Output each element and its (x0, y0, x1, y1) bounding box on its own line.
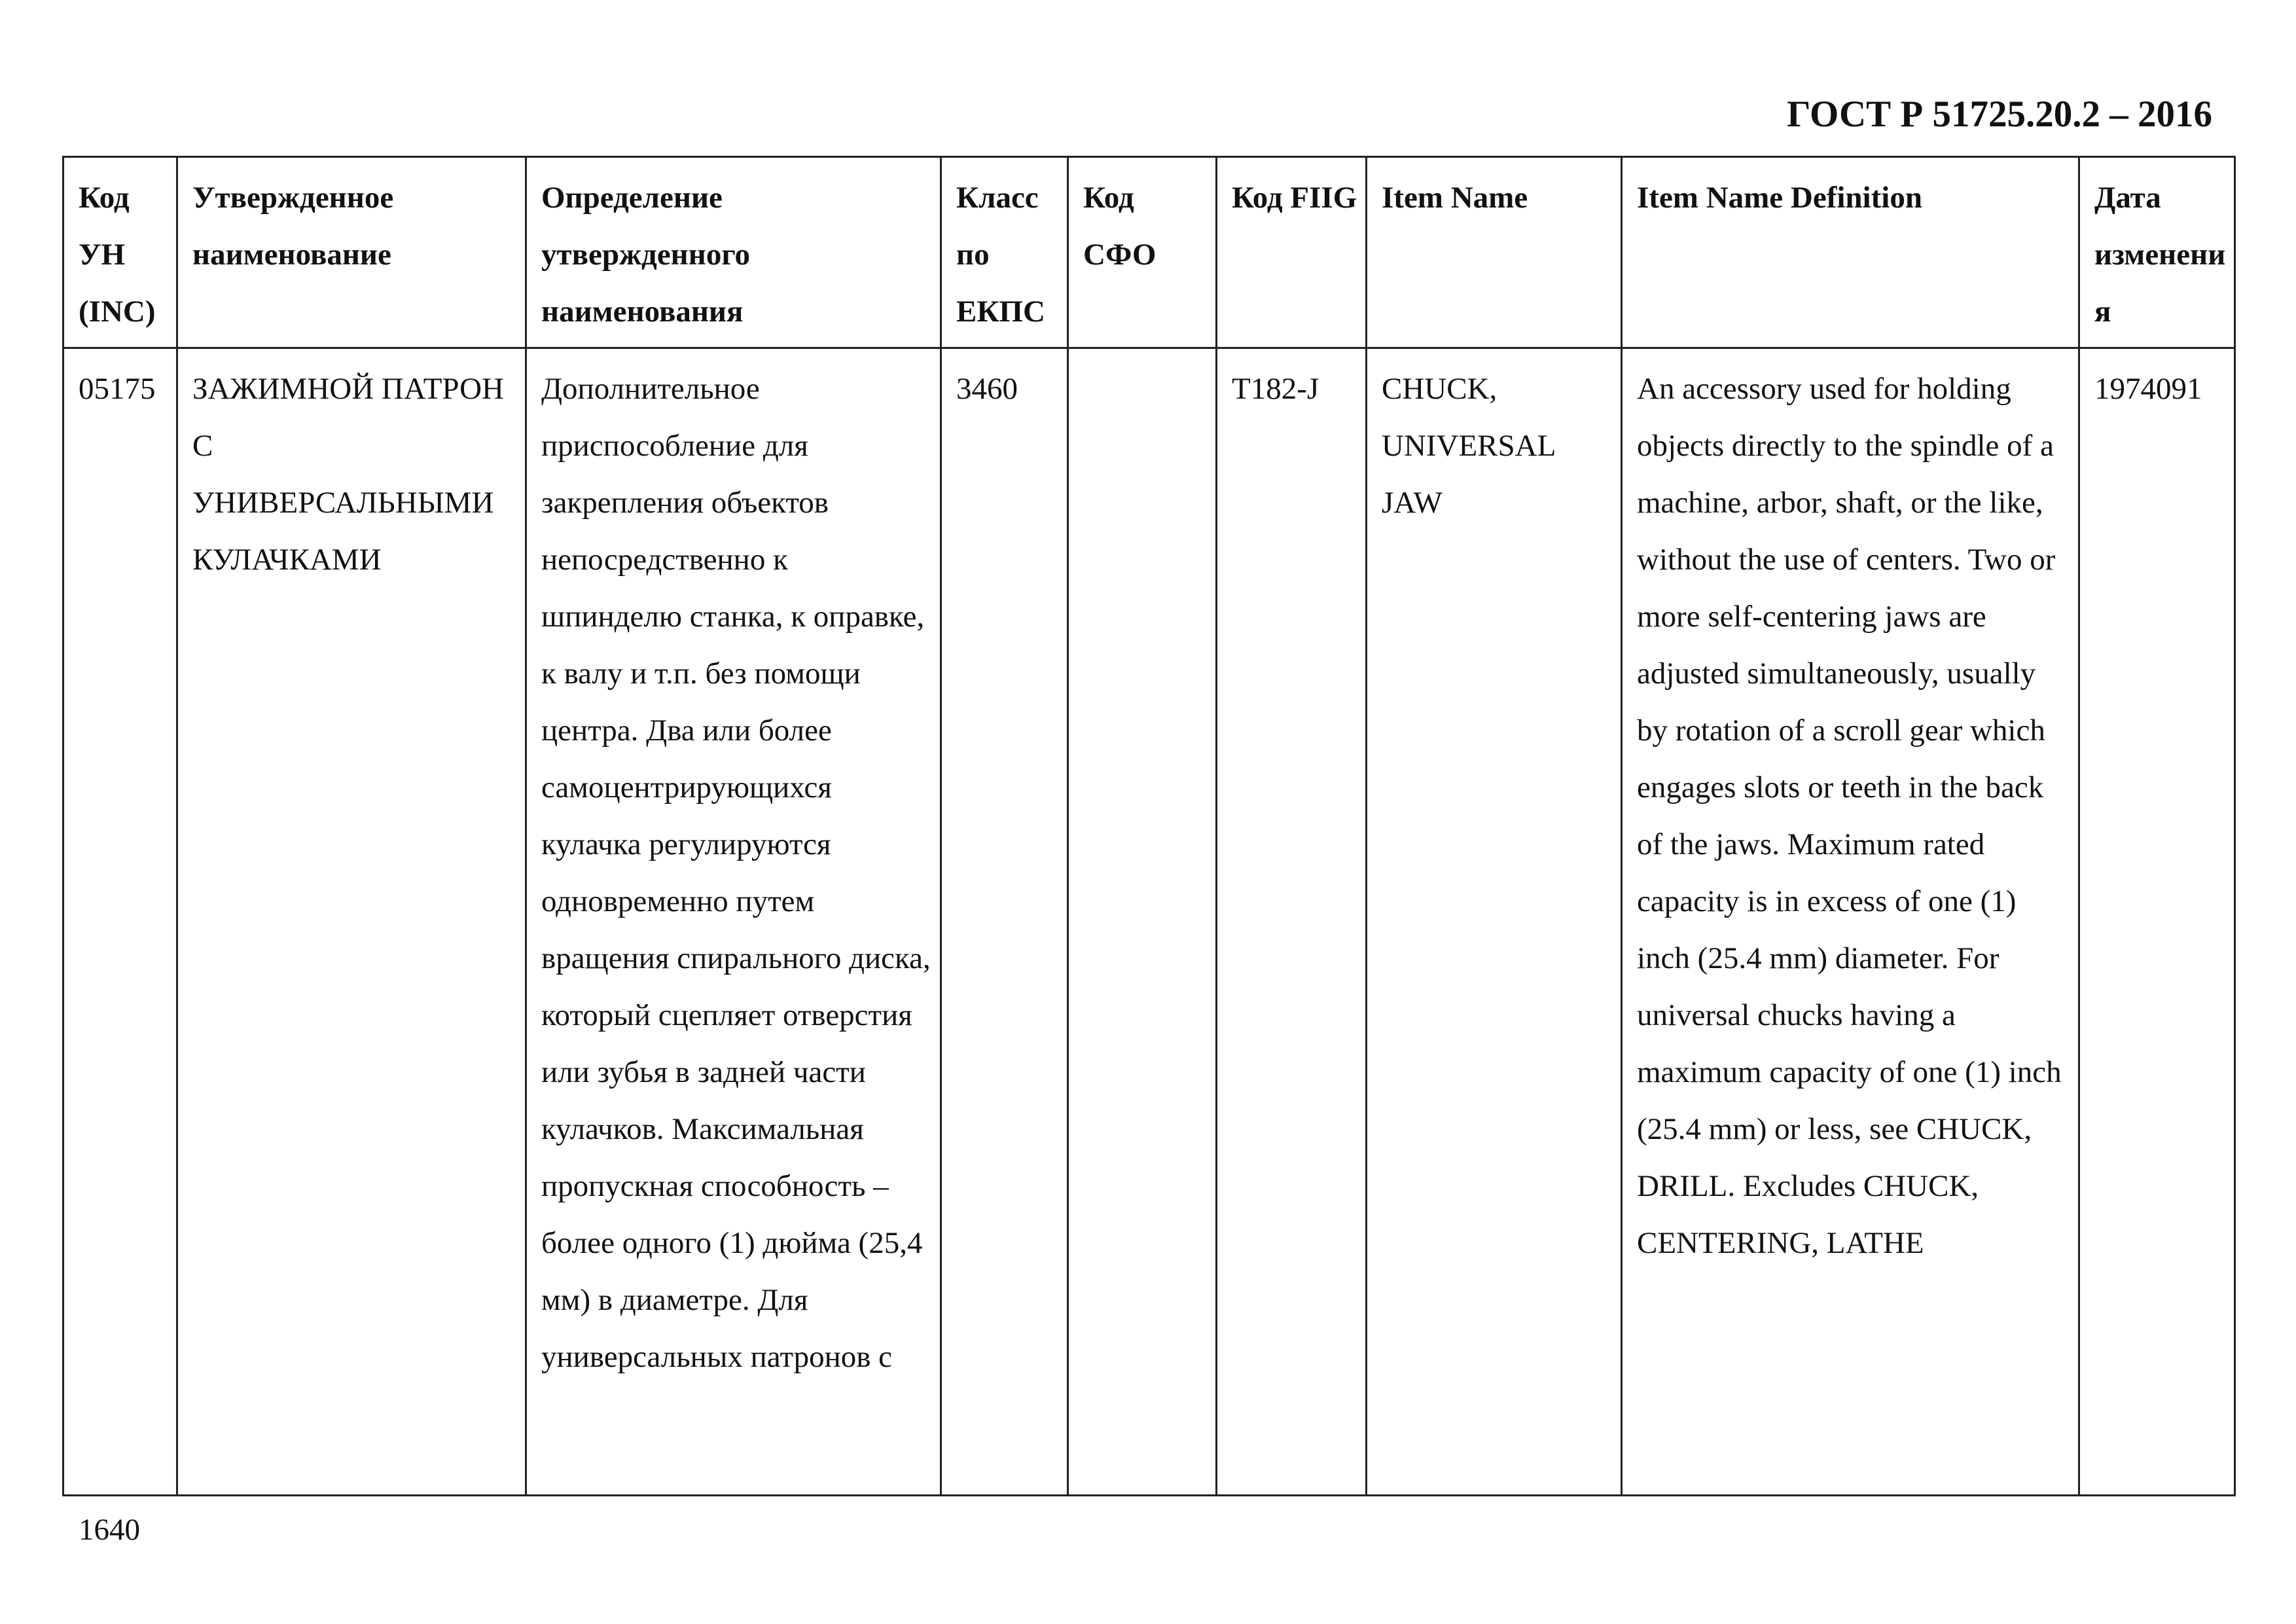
cell-sfo-code (1068, 348, 1217, 1496)
cell-approved-name: ЗАЖИМНОЙ ПАТРОН С УНИВЕРСАЛЬНЫМИ КУЛАЧКАМИ (177, 348, 526, 1496)
page-number: 1640 (79, 1513, 140, 1547)
column-header-approved-name: Утвержденное наименование (177, 157, 526, 348)
item-name-table (62, 156, 2236, 1496)
table-header-row (63, 157, 2235, 348)
cell-fiig-code: T182-J (1217, 348, 1367, 1496)
column-header-inc-code: Код УН (INC) (63, 157, 177, 348)
cell-approved-name-definition: Дополнительное приспособление для закрепления объектов непосредственно к шпинделю станка, к оправке, к валу и т.п. без помощи центра. Два или более самоцентрирующихся кулачка регулируются одновременно путем вращения спирального диска, который сцепляет отверстия или зубья в задней части кулачков. Максимальная пропускная способность – более одного (1) дюйма (25,4 мм) в диаметре. Для универсальных патронов с (526, 348, 941, 1496)
column-header-change-date: Дата изменения (2079, 157, 2235, 348)
table-row (63, 348, 2235, 1496)
column-header-fiig-code: Код FIIG (1217, 157, 1367, 348)
column-header-approved-name-definition: Определение утвержденного наименования (526, 157, 941, 348)
cell-inc-code: 05175 (63, 348, 177, 1496)
column-header-item-name: Item Name (1367, 157, 1622, 348)
document-standard-code: ГОСТ Р 51725.20.2 – 2016 (1787, 94, 2212, 135)
cell-change-date: 1974091 (2079, 348, 2235, 1496)
column-header-sfo-code: Код СФО (1068, 157, 1217, 348)
column-header-ekps-class: Класс по ЕКПС (941, 157, 1068, 348)
cell-item-name: CHUCK, UNIVERSAL JAW (1367, 348, 1622, 1496)
column-header-item-name-definition: Item Name Definition (1622, 157, 2079, 348)
cell-ekps-class: 3460 (941, 348, 1068, 1496)
cell-item-name-definition: An accessory used for holding objects directly to the spindle of a machine, arbor, shaft, or the like, without the use of centers. Two or more self-centering jaws are adjusted simultaneously, usually by rotation of a scroll gear which engages slots or teeth in the back of the jaws. Maximum rated capacity is in excess of one (1) inch (25.4 mm) diameter. For universal chucks having a maximum capacity of one (1) inch (25.4 mm) or less, see CHUCK, DRILL. Excludes CHUCK, CENTERING, LATHE (1622, 348, 2079, 1496)
